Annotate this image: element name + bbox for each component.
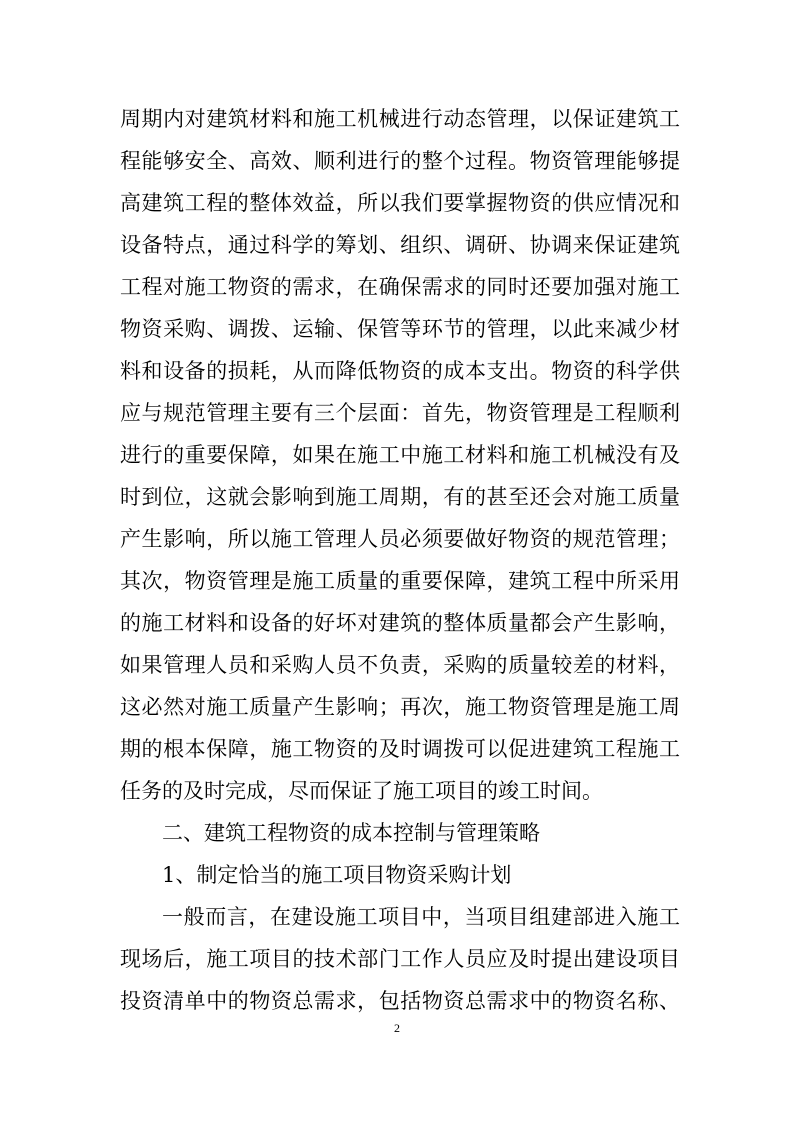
- body-text-line: 周期内对建筑材料和施工机械进行动态管理，以保证建筑工: [120, 107, 680, 131]
- body-text-line: 期的根本保障，施工物资的及时调拨可以促进建筑工程施工: [120, 737, 680, 761]
- body-text-line: 时到位，这就会影响到施工周期，有的甚至还会对施工质量: [120, 485, 680, 509]
- subsection-heading: 1、制定恰当的施工项目物资采购计划: [162, 863, 512, 887]
- body-text-line: 产生影响，所以施工管理人员必须要做好物资的规范管理；: [120, 527, 680, 551]
- body-text-line: 的施工材料和设备的好坏对建筑的整体质量都会产生影响，: [120, 611, 680, 635]
- body-text-line: 如果管理人员和采购人员不负责，采购的质量较差的材料，: [120, 653, 680, 677]
- body-text-line: 工程对施工物资的需求，在确保需求的同时还要加强对施工: [120, 275, 680, 299]
- body-text-line: 进行的重要保障，如果在施工中施工材料和施工机械没有及: [120, 443, 680, 467]
- body-text-line: 这必然对施工质量产生影响；再次，施工物资管理是施工周: [120, 695, 680, 719]
- body-text-line: 设备特点，通过科学的筹划、组织、调研、协调来保证建筑: [120, 233, 680, 257]
- body-text-line: 其次，物资管理是施工质量的重要保障，建筑工程中所采用: [120, 569, 680, 593]
- body-text-line: 一般而言，在建设施工项目中，当项目组建部进入施工: [162, 905, 680, 929]
- page-number: 2: [394, 1021, 400, 1035]
- body-text-line: 料和设备的损耗，从而降低物资的成本支出。物资的科学供: [120, 359, 680, 383]
- body-text-line: 程能够安全、高效、顺利进行的整个过程。物资管理能够提: [120, 149, 680, 173]
- body-text-line: 物资采购、调拨、运输、保管等环节的管理，以此来减少材: [120, 317, 680, 341]
- body-text-line: 现场后，施工项目的技术部门工作人员应及时提出建设项目: [120, 947, 680, 971]
- body-text-line: 投资清单中的物资总需求，包括物资总需求中的物资名称、: [120, 989, 680, 1013]
- section-heading: 二、建筑工程物资的成本控制与管理策略: [162, 821, 540, 845]
- body-text-line: 应与规范管理主要有三个层面：首先，物资管理是工程顺利: [120, 401, 680, 425]
- body-text-line: 任务的及时完成，尽而保证了施工项目的竣工时间。: [120, 779, 603, 803]
- body-text-line: 高建筑工程的整体效益，所以我们要掌握物资的供应情况和: [120, 191, 680, 215]
